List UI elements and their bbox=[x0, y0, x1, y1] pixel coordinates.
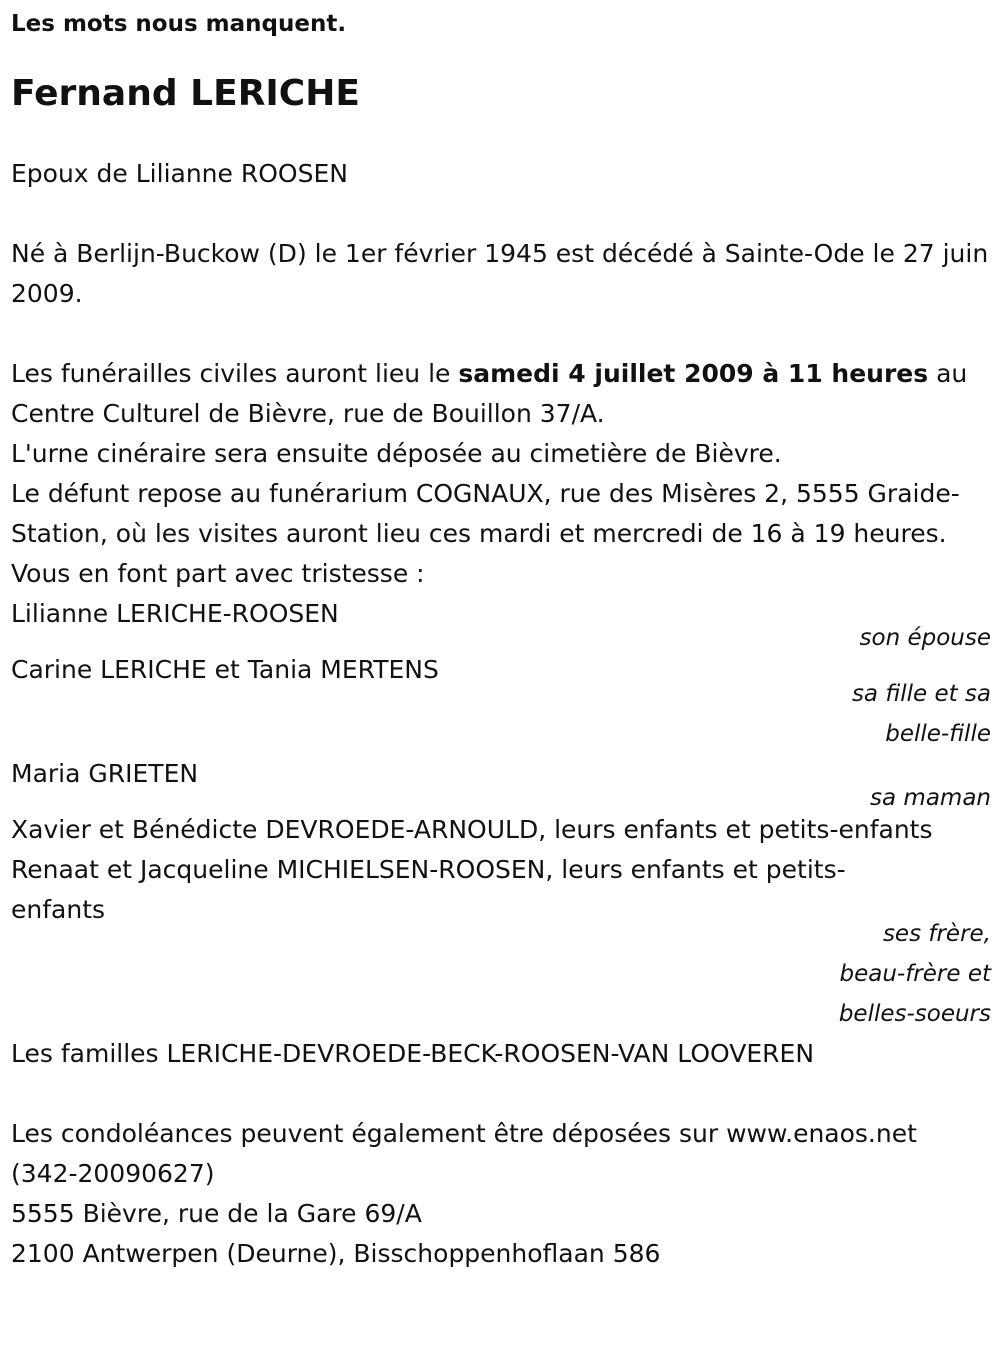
funeral-before: Les funérailles civiles auront lieu le bbox=[11, 359, 459, 388]
birth-death-line: Né à Berlijn-Buckow (D) le 1er février 1945 est décédé à Sainte-Ode le 27 juin 2009. bbox=[11, 239, 989, 308]
family-relation-spouse: son épouse bbox=[859, 625, 991, 651]
family-relation-mother: sa maman bbox=[870, 785, 991, 811]
families-line: Les familles LERICHE-DEVROEDE-BECK-ROOSEN-VAN LOOVEREN bbox=[11, 1039, 815, 1068]
condolences-line: Les condoléances peuvent également être déposées sur www.enaos.net bbox=[11, 1119, 917, 1148]
deceased-name: Fernand LERICHE bbox=[11, 73, 360, 114]
announce-line: Vous en font part avec tristesse : bbox=[11, 559, 425, 588]
spouse-line: Epoux de Lilianne ROOSEN bbox=[11, 159, 348, 188]
siblings-line-2: Renaat et Jacqueline MICHIELSEN-ROOSEN, leurs enfants et petits-enfants bbox=[11, 855, 846, 924]
rest-line: Le défunt repose au funérarium COGNAUX, rue des Misères 2, 5555 Graide-Station, où les visites auront lieu ces mardi et mercredi de 16 à 19 heures. bbox=[11, 479, 960, 548]
family-name-daughter: Carine LERICHE et Tania MERTENS bbox=[11, 655, 439, 684]
siblings-line-1: Xavier et Bénédicte DEVROEDE-ARNOULD, leurs enfants et petits-enfants bbox=[11, 815, 933, 844]
address-2: 2100 Antwerpen (Deurne), Bisschoppenhoflaan 586 bbox=[11, 1239, 661, 1268]
obituary-notice bbox=[11, 8, 991, 1274]
urn-line: L'urne cinéraire sera ensuite déposée au cimetière de Bièvre. bbox=[11, 439, 782, 468]
family-relation-daughter: sa fille et sa belle-fille bbox=[851, 681, 991, 747]
family-name-mother: Maria GRIETEN bbox=[11, 759, 199, 788]
funeral-after: au Centre Culturel de Bièvre, rue de Bouillon 37/A. bbox=[11, 359, 968, 428]
reference-code: (342-20090627) bbox=[11, 1159, 215, 1188]
funeral-paragraph bbox=[11, 354, 991, 434]
funeral-date-time: samedi 4 juillet 2009 à 11 heures bbox=[458, 359, 929, 388]
intro-line: Les mots nous manquent. bbox=[11, 11, 347, 37]
address-1: 5555 Bièvre, rue de la Gare 69/A bbox=[11, 1199, 422, 1228]
family-name-spouse: Lilianne LERICHE-ROOSEN bbox=[11, 599, 339, 628]
siblings-relation: ses frère, beau-frère et belles-soeurs bbox=[838, 921, 991, 1027]
